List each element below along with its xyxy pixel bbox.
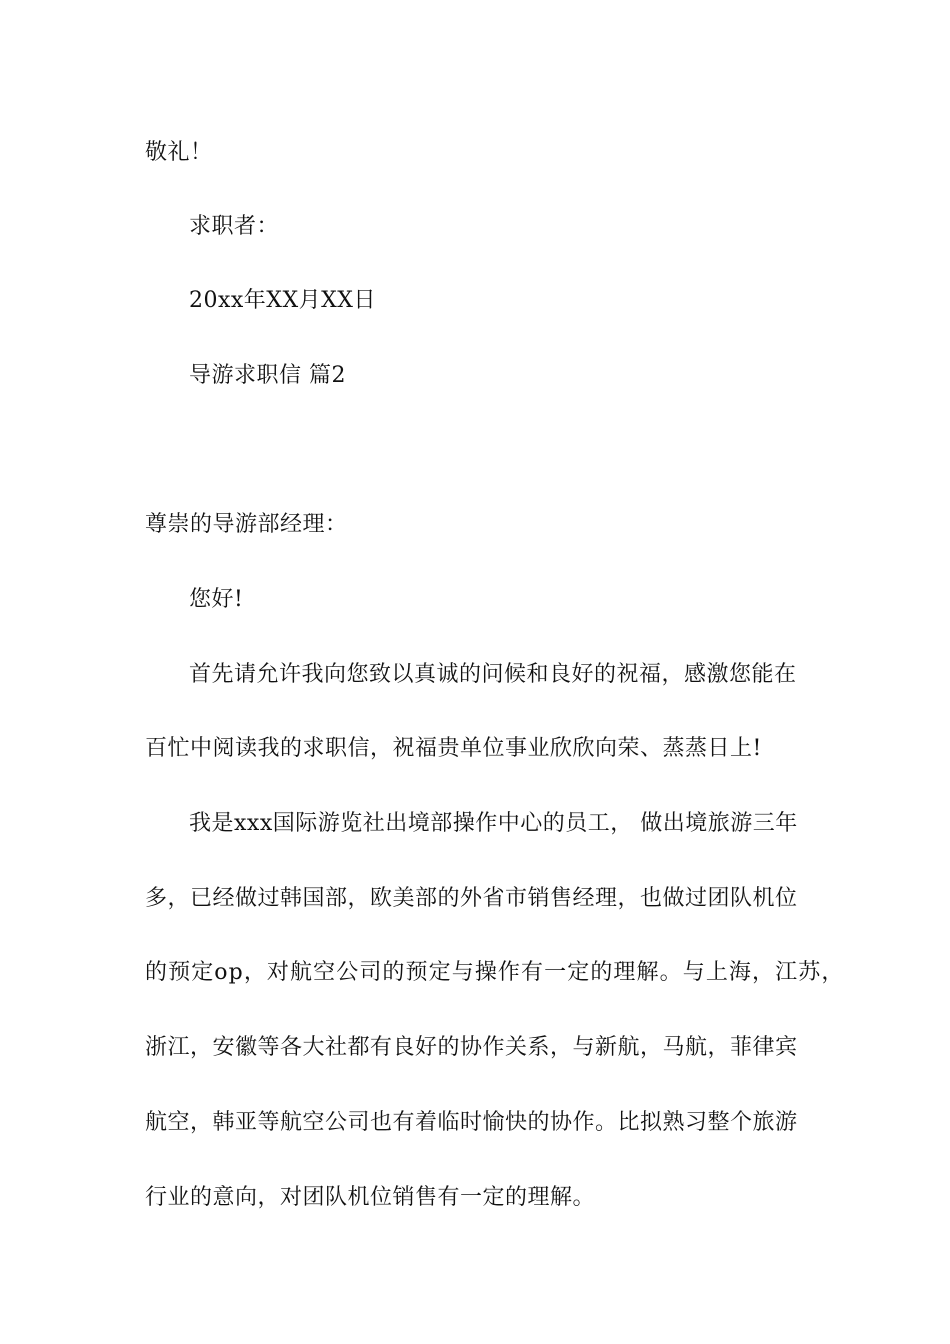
closing-line: 敬礼！ (145, 140, 213, 165)
paragraph-line: 行业的意向，对团队机位销售有一定的理解。 (145, 1185, 596, 1210)
date-line: 20xx年XX月XX日 (189, 288, 376, 313)
greeting-line: 您好! (189, 587, 244, 612)
section-title: 导游求职信 篇2 (189, 363, 346, 388)
paragraph-line: 多，已经做过韩国部，欧美部的外省市销售经理，也做过团队机位 (145, 886, 798, 911)
applicant-label: 求职者： (189, 214, 280, 239)
paragraph-line: 百忙中阅读我的求职信，祝福贵单位事业欣欣向荣、蒸蒸日上! (145, 736, 762, 761)
paragraph-line: 的预定op，对航空公司的预定与操作有一定的理解。与上海，江苏， (145, 960, 845, 985)
paragraph-line: 航空，韩亚等航空公司也有着临时愉快的协作。比拟熟习整个旅游 (145, 1110, 798, 1135)
salutation-line: 尊崇的导游部经理： (145, 512, 348, 537)
paragraph-line: 浙江，安徽等各大社都有良好的协作关系，与新航，马航，菲律宾 (145, 1035, 798, 1060)
paragraph-line: 我是xxx国际游览社出境部操作中心的员工， 做出境旅游三年 (189, 811, 798, 836)
paragraph-line: 首先请允许我向您致以真诚的问候和良好的祝福，感激您能在 (189, 662, 797, 687)
